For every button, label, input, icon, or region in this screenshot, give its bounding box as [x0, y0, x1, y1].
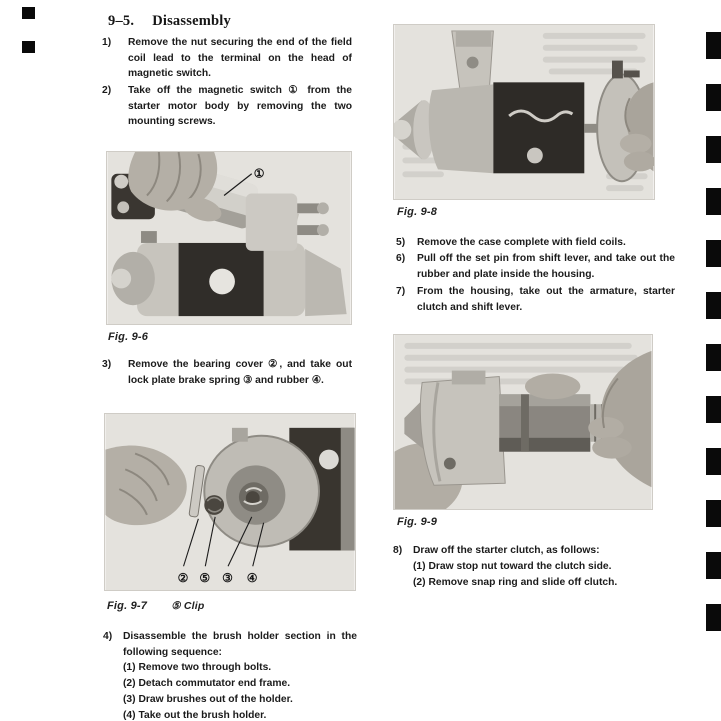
fig-9-8-caption: Fig. 9-8 [397, 206, 438, 218]
fig-9-9-photo [393, 334, 653, 510]
fig-9-6-callout-1: ① [253, 166, 265, 181]
step-3-text: Remove the bearing cover ②, and take out lock plate brake spring ③ and rubber ④. [128, 359, 352, 386]
figure-9-7 [104, 413, 356, 612]
step-8-intro: Draw off the starter clutch, as follows: [413, 545, 600, 556]
fig-9-7-photo [104, 413, 356, 591]
step-2 [102, 83, 362, 130]
step-1 [102, 35, 362, 82]
step-4-item-3: (3) Draw brushes out of the holder. [123, 693, 293, 705]
step-6-number: 6) [396, 253, 406, 264]
step-7-text: From the housing, take out the armature, starter clutch and shift lever. [417, 286, 675, 314]
fig-9-7-callout-3: ③ [222, 571, 233, 586]
step-5-number: 5) [396, 237, 406, 248]
fig-9-7-callout-5: ⑤ [199, 571, 210, 586]
step-2-number: 2) [102, 85, 112, 96]
step-4-item-4: (4) Take out the brush holder. [123, 709, 267, 721]
step-8 [393, 543, 683, 592]
figure-9-8 [393, 24, 655, 218]
step-5 [396, 235, 681, 251]
step-4-item-1: (1) Remove two through bolts. [123, 662, 272, 674]
step-8-number: 8) [393, 545, 403, 556]
step-3 [102, 357, 362, 388]
step-4-number: 4) [103, 631, 113, 642]
fig-9-6-caption: Fig. 9-6 [108, 331, 149, 343]
fig-9-8-photo [393, 24, 655, 200]
step-7 [396, 284, 681, 316]
fig-9-6-photo [106, 151, 352, 325]
scan-mark-top-left-2 [22, 41, 35, 53]
figure-9-9 [393, 334, 653, 528]
fig-9-7-callout-4: ④ [246, 571, 258, 586]
step-8-item-2: (2) Remove snap ring and slide off clutch. [413, 577, 618, 589]
step-4 [103, 629, 369, 721]
scan-mark-top-left-1 [22, 7, 35, 19]
fig-9-7-caption: Fig. 9-7 ⑤ Clip [107, 600, 205, 612]
step-5-text: Remove the case complete with field coils. [417, 237, 626, 248]
section-heading [108, 13, 231, 30]
section-title: Disassembly [152, 13, 231, 29]
fig-9-9-caption: Fig. 9-9 [397, 516, 438, 528]
step-1-text: Remove the nut securing the end of the field coil lead to the terminal on the head of magnetic switch. [128, 37, 352, 80]
step-1-number: 1) [102, 37, 112, 48]
step-8-item-1: (1) Draw stop nut toward the clutch side. [413, 561, 612, 573]
scan-marks-right-edge [706, 32, 721, 632]
step-7-number: 7) [396, 286, 406, 297]
step-6 [396, 251, 681, 283]
fig-9-7-callout-2: ② [177, 571, 189, 586]
fig-9-7-legend: ⑤ Clip [171, 600, 205, 612]
step-3-number: 3) [102, 359, 112, 370]
step-2-text: Take off the magnetic switch ① from the starter motor body by removing the two mounting screws. [128, 85, 352, 128]
figure-9-6 [106, 151, 352, 343]
section-number: 9–5. [108, 13, 135, 29]
step-4-intro: Disassemble the brush holder section in the following sequence: [123, 631, 357, 658]
step-6-text: Pull off the set pin from shift lever, and take out the rubber and plate inside the housing. [417, 253, 675, 281]
step-4-item-2: (2) Detach commutator end frame. [123, 678, 291, 690]
